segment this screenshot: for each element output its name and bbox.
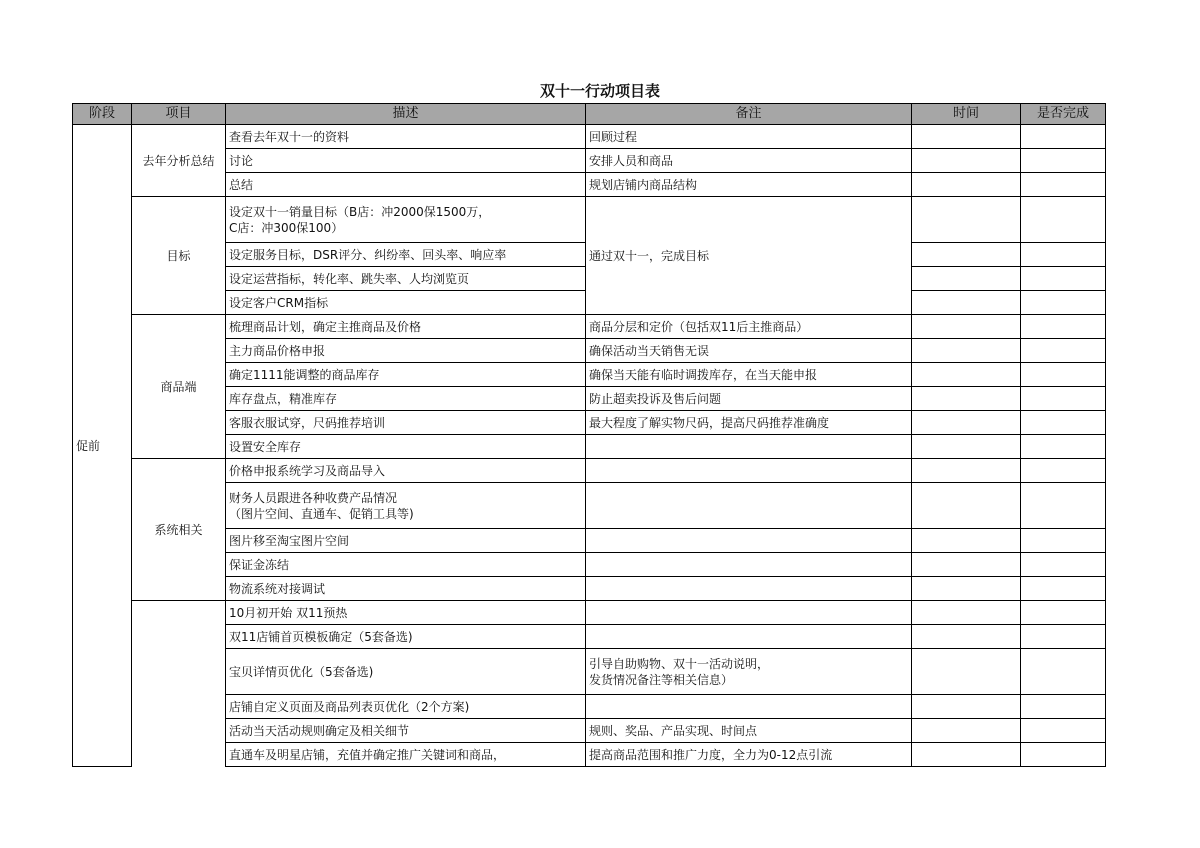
desc-cell[interactable]: 物流系统对接调试 (226, 577, 586, 601)
done-cell[interactable] (1021, 243, 1106, 267)
desc-cell[interactable]: 10月初开始 双11预热 (226, 601, 586, 625)
desc-cell[interactable]: 讨论 (226, 149, 586, 173)
desc-line: （图片空间、直通车、促销工具等) (229, 506, 414, 521)
done-cell[interactable] (1021, 387, 1106, 411)
time-cell[interactable] (912, 719, 1021, 743)
done-cell[interactable] (1021, 695, 1106, 719)
note-cell[interactable]: 确保活动当天销售无误 (586, 339, 912, 363)
header-note: 备注 (586, 104, 912, 125)
done-cell[interactable] (1021, 483, 1106, 529)
table-row (73, 149, 1106, 173)
done-cell[interactable] (1021, 315, 1106, 339)
done-cell[interactable] (1021, 197, 1106, 243)
done-cell[interactable] (1021, 267, 1106, 291)
time-cell[interactable] (912, 625, 1021, 649)
note-line: 发货情况备注等相关信息） (589, 672, 734, 687)
table-row (73, 125, 1106, 149)
time-cell[interactable] (912, 553, 1021, 577)
desc-cell[interactable]: 梳理商品计划，确定主推商品及价格 (226, 315, 586, 339)
done-cell[interactable] (1021, 625, 1106, 649)
time-cell[interactable] (912, 315, 1021, 339)
table-row (73, 695, 1106, 719)
done-cell[interactable] (1021, 719, 1106, 743)
header-time: 时间 (912, 104, 1021, 125)
time-cell[interactable] (912, 173, 1021, 197)
table-row (73, 649, 1106, 695)
note-cell[interactable] (586, 435, 912, 459)
done-cell[interactable] (1021, 743, 1106, 767)
table-row (73, 387, 1106, 411)
header-desc: 描述 (226, 104, 586, 125)
sheet-title: 双十一行动项目表 (539, 82, 660, 100)
time-cell[interactable] (912, 411, 1021, 435)
done-cell[interactable] (1021, 291, 1106, 315)
done-cell[interactable] (1021, 529, 1106, 553)
table-row (73, 173, 1106, 197)
done-cell[interactable] (1021, 553, 1106, 577)
desc-cell[interactable]: 保证金冻结 (226, 553, 586, 577)
table-row (73, 411, 1106, 435)
desc-line: 设定双十一销量目标（B店：冲2000保1500万， (229, 204, 491, 219)
table-row (73, 743, 1106, 767)
done-cell[interactable] (1021, 435, 1106, 459)
note-cell[interactable]: 防止超卖投诉及售后问题 (586, 387, 912, 411)
time-cell[interactable] (912, 291, 1021, 315)
time-cell[interactable] (912, 601, 1021, 625)
note-cell[interactable]: 规则、奖品、产品实现、时间点 (586, 719, 912, 743)
time-cell[interactable] (912, 435, 1021, 459)
time-cell[interactable] (912, 149, 1021, 173)
time-cell[interactable] (912, 649, 1021, 695)
note-cell[interactable]: 确保当天能有临时调拨库存，在当天能申报 (586, 363, 912, 387)
item-cell: 商品端 (132, 315, 226, 459)
desc-cell[interactable]: 店铺自定义页面及商品列表页优化（2个方案) (226, 695, 586, 719)
note-cell[interactable] (586, 459, 912, 483)
item-cell (132, 601, 226, 767)
done-cell[interactable] (1021, 363, 1106, 387)
desc-cell[interactable] (226, 483, 586, 529)
table-row (73, 719, 1106, 743)
note-cell[interactable]: 规划店铺内商品结构 (586, 173, 912, 197)
table-row (73, 553, 1106, 577)
desc-cell[interactable]: 宝贝详情页优化（5套备选) (226, 649, 586, 695)
table-row (73, 601, 1106, 625)
table-row (73, 529, 1106, 553)
time-cell[interactable] (912, 243, 1021, 267)
time-cell[interactable] (912, 695, 1021, 719)
time-cell[interactable] (912, 363, 1021, 387)
desc-cell[interactable]: 客服衣服试穿，尺码推荐培训 (226, 411, 586, 435)
note-cell[interactable] (586, 649, 912, 695)
time-cell[interactable] (912, 125, 1021, 149)
table-row (73, 197, 1106, 243)
note-cell[interactable] (586, 625, 912, 649)
desc-cell[interactable]: 活动当天活动规则确定及相关细节 (226, 719, 586, 743)
stage-cell: 促前 (73, 125, 132, 767)
action-plan-table (72, 103, 1106, 767)
desc-cell[interactable]: 查看去年双十一的资料 (226, 125, 586, 149)
desc-cell[interactable]: 双11店铺首页模板确定（5套备选) (226, 625, 586, 649)
item-cell: 去年分析总结 (132, 125, 226, 197)
desc-cell[interactable]: 设定客户CRM指标 (226, 291, 586, 315)
time-cell[interactable] (912, 577, 1021, 601)
desc-line: C店：冲300保100） (229, 220, 344, 235)
desc-cell[interactable]: 总结 (226, 173, 586, 197)
table-row (73, 459, 1106, 483)
desc-cell[interactable]: 图片移至淘宝图片空间 (226, 529, 586, 553)
desc-cell[interactable]: 设置安全库存 (226, 435, 586, 459)
note-cell[interactable] (586, 695, 912, 719)
header-item: 项目 (132, 104, 226, 125)
note-cell-merged[interactable]: 通过双十一，完成目标 (586, 197, 912, 315)
table-row (73, 625, 1106, 649)
note-cell[interactable] (586, 601, 912, 625)
note-cell[interactable]: 商品分层和定价（包括双11后主推商品） (586, 315, 912, 339)
done-cell[interactable] (1021, 411, 1106, 435)
desc-cell[interactable]: 设定服务目标，DSR评分、纠纷率、回头率、响应率 (226, 243, 586, 267)
table-row (73, 363, 1106, 387)
done-cell[interactable] (1021, 149, 1106, 173)
time-cell[interactable] (912, 459, 1021, 483)
desc-cell[interactable]: 主力商品价格申报 (226, 339, 586, 363)
note-line: 引导自助购物、双十一活动说明， (589, 656, 770, 671)
desc-cell[interactable]: 价格申报系统学习及商品导入 (226, 459, 586, 483)
table-row (73, 315, 1106, 339)
note-cell[interactable] (586, 577, 912, 601)
table-row (73, 577, 1106, 601)
note-cell[interactable] (586, 483, 912, 529)
note-cell[interactable] (586, 529, 912, 553)
time-cell[interactable] (912, 529, 1021, 553)
done-cell[interactable] (1021, 649, 1106, 695)
table-row (73, 435, 1106, 459)
done-cell[interactable] (1021, 339, 1106, 363)
done-cell[interactable] (1021, 601, 1106, 625)
time-cell[interactable] (912, 197, 1021, 243)
header-stage: 阶段 (73, 104, 132, 125)
desc-cell[interactable]: 库存盘点，精准库存 (226, 387, 586, 411)
item-cell: 目标 (132, 197, 226, 315)
note-cell[interactable]: 回顾过程 (586, 125, 912, 149)
done-cell[interactable] (1021, 173, 1106, 197)
header-done: 是否完成 (1021, 104, 1106, 125)
table-row (73, 483, 1106, 529)
table-row (73, 339, 1106, 363)
note-cell[interactable]: 最大程度了解实物尺码，提高尺码推荐准确度 (586, 411, 912, 435)
header-row (73, 104, 1106, 125)
done-cell[interactable] (1021, 577, 1106, 601)
time-cell[interactable] (912, 267, 1021, 291)
desc-line: 财务人员跟进各种收费产品情况 (229, 490, 398, 505)
desc-cell[interactable]: 确定1111能调整的商品库存 (226, 363, 586, 387)
item-cell: 系统相关 (132, 459, 226, 601)
desc-cell[interactable]: 设定运营指标，转化率、跳失率、人均浏览页 (226, 267, 586, 291)
desc-cell[interactable] (226, 197, 586, 243)
time-cell[interactable] (912, 483, 1021, 529)
time-cell[interactable] (912, 387, 1021, 411)
desc-cell[interactable]: 直通车及明星店铺，充值并确定推广关键词和商品， (226, 743, 586, 767)
time-cell[interactable] (912, 743, 1021, 767)
done-cell[interactable] (1021, 459, 1106, 483)
note-cell[interactable]: 提高商品范围和推广力度，全力为0-12点引流 (586, 743, 912, 767)
time-cell[interactable] (912, 339, 1021, 363)
note-cell[interactable]: 安排人员和商品 (586, 149, 912, 173)
done-cell[interactable] (1021, 125, 1106, 149)
note-cell[interactable] (586, 553, 912, 577)
